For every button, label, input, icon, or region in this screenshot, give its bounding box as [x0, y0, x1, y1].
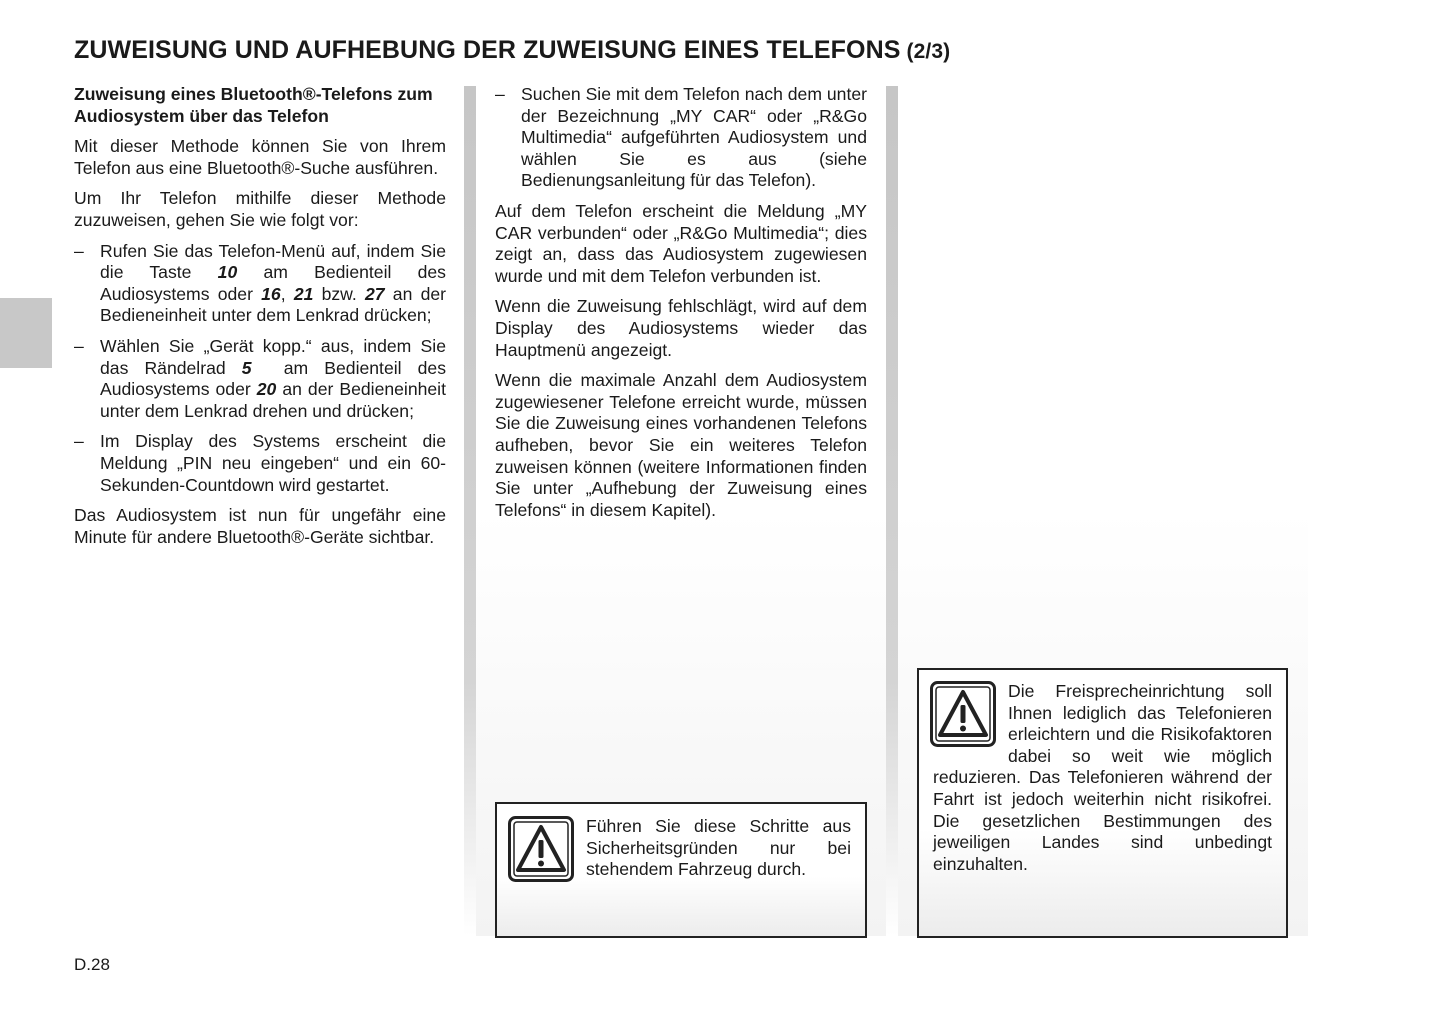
page-number: D.28 — [74, 955, 110, 974]
column-divider-2 — [886, 86, 898, 936]
list-item — [495, 84, 867, 192]
text: an der Bedieneinheit unter dem Lenkrad drehen und drücken; — [100, 379, 446, 421]
paragraph: Wenn die maximale Anzahl dem Audiosystem zugewiesener Telefone erreicht wurde, müssen Sie die Zuweisung eines vorhandenen Telefons aufheben, bevor Sie ein weiteres Telefon zuweisen können (weitere Informationen finden Sie unter „Aufhebung der Zuweisung eines Telefons“ in diesem Kapitel). — [495, 370, 867, 520]
control-number: 5 — [241, 357, 252, 378]
text: , — [280, 283, 294, 304]
text: Im Display des Systems erscheint die Meldung „PIN neu eingeben“ und ein 60-Sekunden-Countdown wird gestartet. — [100, 431, 446, 495]
text: am Bedienteil des Audiosystems oder — [100, 262, 446, 304]
text: Rufen Sie das Telefon-Menü auf, indem Sie die Taste — [100, 240, 446, 283]
paragraph: Auf dem Telefon erscheint die Meldung „MY CAR verbunden“ oder „R&Go Multimedia“; dies zeigt an, dass das Audiosystem zugewiesen wurde und mit dem Telefon verbunden ist. — [495, 200, 867, 286]
list-dash: – — [74, 240, 84, 261]
column-1 — [74, 84, 450, 557]
page-part: (2/3) — [906, 40, 951, 63]
paragraph: Wenn die Zuweisung fehlschlägt, wird auf dem Display des Audiosystems wieder das Hauptmenü angezeigt. — [495, 296, 867, 360]
text: Suchen Sie mit dem Telefon nach dem unter der Bezeichnung „MY CAR“ oder „R&Go Multimedia“ aufgeführten Audiosystem und wählen Sie es aus (siehe Bedienungsanleitung für das Telefon). — [521, 84, 867, 191]
control-number: 21 — [293, 283, 314, 304]
control-number: 10 — [217, 262, 238, 283]
control-number: 16 — [261, 283, 281, 304]
text: Wählen Sie „Gerät kopp.“ aus, indem Sie das Rändelrad — [100, 335, 446, 378]
warning-triangle-icon — [508, 816, 574, 882]
column-2 — [495, 84, 867, 530]
text: bzw. — [313, 283, 366, 304]
warning-text: Die Freisprecheinrichtung soll Ihnen lediglich das Telefonieren erleichtern und die Risikofaktoren dabei so weit wie möglich reduzieren. Das Telefonieren während der Fahrt ist jedoch weiterhin nicht risikofrei. Die gesetzlichen Bestimmungen des jeweiligen Landes sind unbedingt einzuhalten. — [933, 681, 1272, 874]
warning-box-handsfree — [917, 668, 1288, 938]
control-number: 27 — [365, 283, 385, 304]
list-dash: – — [74, 335, 84, 356]
list-item — [74, 335, 450, 422]
column-divider-1 — [464, 86, 476, 936]
warning-text: Führen Sie diese Schritte aus Sicherheitsgründen nur bei stehendem Fahrzeug durch. — [586, 816, 851, 880]
warning-triangle-icon — [930, 681, 996, 747]
list-item — [74, 431, 446, 496]
page-title — [74, 36, 1074, 65]
text: am Bedienteil des Audiosystems oder — [100, 357, 450, 400]
paragraph: Das Audiosystem ist nun für ungefähr eine Minute für andere Bluetooth®-Geräte sichtbar. — [74, 505, 446, 547]
paragraph: Um Ihr Telefon mithilfe dieser Methode zuzuweisen, gehen Sie wie folgt vor: — [74, 188, 446, 230]
warning-box-safety — [495, 802, 867, 938]
list-dash: – — [74, 431, 84, 452]
section-thumb-tab — [0, 298, 52, 368]
section-heading: Zuweisung eines Bluetooth®-Telefons zum Audiosystem über das Telefon — [74, 84, 433, 126]
control-number: 20 — [256, 379, 277, 400]
paragraph: Mit dieser Methode können Sie von Ihrem Telefon aus eine Bluetooth®-Suche ausführen. — [74, 136, 446, 178]
list-item — [74, 241, 446, 327]
list-dash: – — [495, 84, 505, 104]
text: an der Bedieneinheit unter dem Lenkrad drücken; — [100, 283, 446, 326]
title-text: ZUWEISUNG UND AUFHEBUNG DER ZUWEISUNG EINES TELEFONS — [74, 36, 901, 64]
